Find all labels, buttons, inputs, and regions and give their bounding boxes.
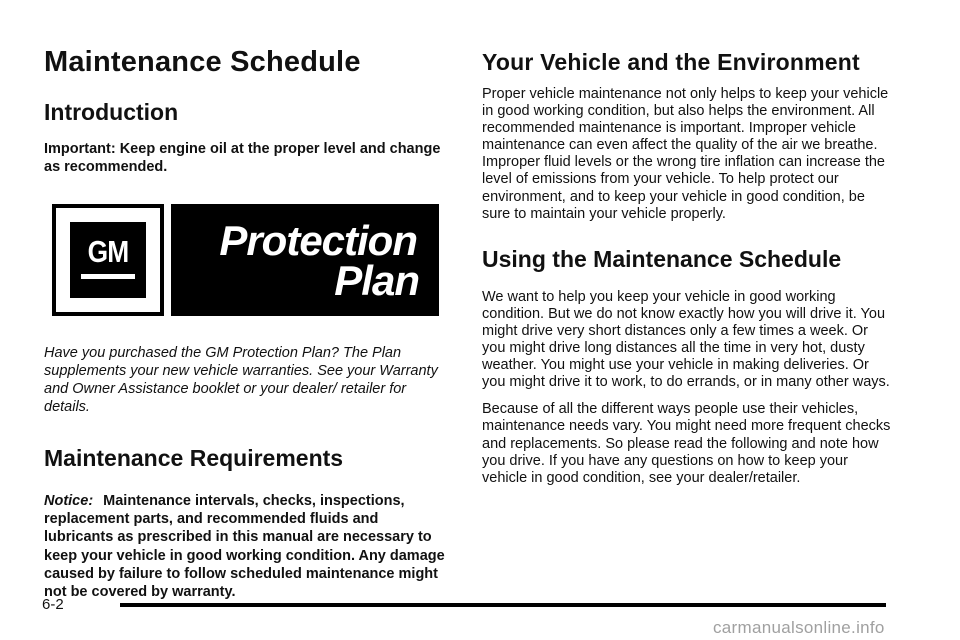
footer-rule: [120, 603, 886, 607]
gm-logo-mark: [70, 222, 146, 298]
gm-logo-underline: [81, 274, 135, 279]
environment-text: Proper vehicle maintenance not only helps to keep your vehicle in good working condition, but also helps the environment. All recommended maintenance is important. Improper vehicle maintenance can even affect the quality of the air we breathe. Improper fluid levels or the wrong tire inflation can increase the level of emissions from your vehicle. To help protect our environment, and to keep your vehicle in good condition, be sure to maintain your vehicle properly.: [482, 86, 889, 222]
notice-label: Notice:: [44, 493, 94, 509]
right-column: [482, 40, 892, 487]
left-column: [44, 40, 446, 601]
page-title: Maintenance Schedule: [44, 46, 361, 78]
notice-text: Maintenance intervals, checks, inspections, replacement parts, and recommended fluids and lubricants as prescribed in this manual are necessary to keep your vehicle in good working condition. Any damage caused by failure to follow scheduled maintenance might not be covered by warranty.: [44, 493, 445, 601]
gm-logo-letters: GM: [87, 234, 129, 269]
notice-paragraph: [44, 492, 446, 601]
using-schedule-heading: Using the Maintenance Schedule: [482, 245, 842, 272]
watermark: carmanualsonline.info: [713, 618, 885, 637]
requirements-heading: Maintenance Requirements: [44, 445, 344, 471]
using-schedule-text-1: We want to help you keep your vehicle in good working condition. But we do not know exactly how you will drive it. You might drive very short distances only a few times a week. Or you might drive long distances all the time in very hot, dusty weather. You might use your vehicle in making deliveries. Or you might drive it to work, to do errands, or in many other ways.: [482, 288, 890, 391]
protection-plan-text: Have you purchased the GM Protection Plan? The Plan supplements your new vehicle warranties. See your Warranty and Owner Assistance booklet or your dealer/ retailer for details.: [44, 345, 438, 415]
important-note: Important: Keep engine oil at the proper level and change as recommended.: [44, 141, 441, 175]
protection-word: Protection: [219, 217, 417, 264]
using-schedule-text-2: Because of all the different ways people use their vehicles, maintenance needs vary. You might need more frequent checks and replacements. So please read the following and note how you drive. If you have any questions on how to keep your vehicle in good condition, see your dealer/retailer.: [482, 401, 891, 486]
page-number: 6-2: [42, 596, 64, 613]
plan-word: Plan: [334, 257, 419, 304]
introduction-heading: Introduction: [44, 99, 179, 125]
environment-heading: Your Vehicle and the Environment: [482, 49, 860, 75]
protection-plan-wordmark: [171, 204, 439, 316]
gm-protection-plan-logo: [44, 204, 446, 316]
gm-logo: [52, 204, 164, 316]
